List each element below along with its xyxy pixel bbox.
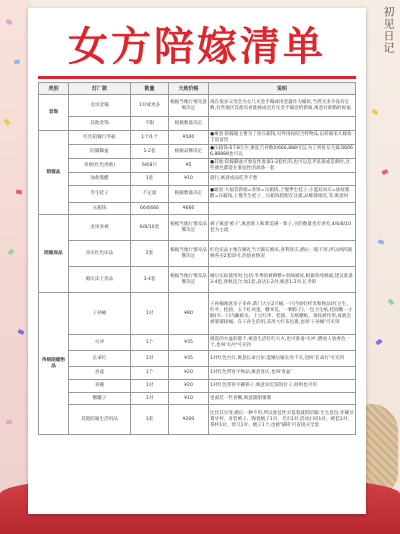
quantity-cell: 1个/1个: [131, 131, 169, 145]
table-row: [39, 159, 356, 173]
price-cell: ¥5: [169, 159, 209, 173]
item-cell: 婚庆床上用品: [69, 267, 131, 293]
quantity-cell: 1套: [131, 173, 169, 186]
category-cell: 陪嫁床品: [39, 215, 69, 293]
quantity-cell: 3-4套: [131, 267, 169, 293]
item-cell: 长命灯: [69, 351, 131, 367]
column-header: 灯厂款: [69, 83, 131, 95]
price-cell: ¥80: [169, 293, 209, 335]
description-cell: 里面装一些喜糖,寓意甜甜蜜蜜: [209, 393, 356, 405]
price-cell: ¥200: [169, 405, 209, 435]
table-body: [39, 95, 356, 435]
table-header-row: [39, 83, 356, 95]
table-row: [39, 393, 356, 405]
quantity-cell: 1对: [131, 351, 169, 367]
table-row: [39, 293, 356, 335]
quantity-cell: 1套: [131, 405, 169, 435]
table-row: [39, 203, 356, 215]
price-cell: 根据品牌决定: [169, 145, 209, 159]
quantity-cell: 2套: [131, 241, 169, 267]
table-header: [39, 83, 356, 95]
column-header: 数量: [131, 83, 169, 95]
item-cell: 糖罐子: [69, 393, 131, 405]
item-cell: 子孙桶: [69, 293, 131, 335]
item-cell: 压箱钱: [69, 203, 131, 215]
item-cell: 喜盆: [69, 367, 131, 380]
description-cell: 婚后实际使用时,包括:冬季的被褥整+羽绒被床,根据各纯棉面,建议准备3-4套,春秋适合;加1套,表达1-2对,寓意1-2对,长寿的: [209, 267, 356, 293]
quantity-cell: 1-2套: [131, 145, 169, 159]
table-row: [39, 95, 356, 117]
description-cell: 被子寓意'被子',寓意新人和谐美满一辈子,买的数量也有讲究,4/6/8/10套为主流: [209, 215, 356, 241]
quantity-cell: 6/8/10套: [131, 215, 169, 241]
item-cell: 其他金饰: [69, 117, 131, 131]
page-title: 女方陪嫁清单: [68, 24, 326, 70]
price-cell: ¥500: [169, 131, 209, 145]
quantity-cell: 1个: [131, 367, 169, 380]
confetti-piece: [16, 190, 23, 195]
category-cell: 传统陪嫁物品: [39, 293, 69, 435]
price-cell: ¥20: [169, 380, 209, 393]
quantity-cell: 1对: [131, 293, 169, 335]
price-cell: ¥35: [169, 351, 209, 367]
title-underline: [38, 76, 356, 79]
table-row: [39, 145, 356, 159]
table-row: [39, 267, 356, 293]
description-cell: ●其他:陪嫁脚盆可象征性准备1-2套红的,也可以是齐基备或是新时,这些颜色都能在象征性的准备一套: [209, 159, 356, 173]
price-cell: ¥35: [169, 335, 209, 351]
background-left-panel: [0, 0, 30, 534]
price-cell: ¥20: [169, 367, 209, 380]
category-cell: 首饰: [39, 95, 69, 131]
table-row: [39, 367, 356, 380]
table-row: [39, 241, 356, 267]
price-cell: ¥10: [169, 393, 209, 405]
item-cell: 其他陪嫁生活用品: [69, 405, 131, 435]
quantity-cell: 1对: [131, 393, 169, 405]
description-cell: 1对红色带喜字碗筷子,寓意先吃饭饭位子,原则也可用: [209, 380, 356, 393]
description-cell: 子孙桶寓意多子多孙,新门大小2只桶,一只内放好样米和物品(红豆生、红枣、桂圆、五个红鸡蛋、糖米花、一颗粽子),一包卫生纸,桂圆糖一小捆)另一只内藏被水、土豆红枣、桂圆、友纸糖纸、条纹被作用,再就会被婆婆接桶、在子孙生的用,其用大红布包裹,也叫'子孙桶'可买到: [209, 293, 356, 335]
description-cell: 1对红色带喜字物品,寓意喜庆,也叫'喜盆': [209, 367, 356, 380]
checklist-sheet: [28, 8, 366, 514]
quantity-cell: 1对或更多: [131, 95, 169, 117]
description-cell: 现在很多父母会为女儿买金手镯或用金器作为嫁妆,当然买多少没有定数,有些地区其他有看准被成也有实金手镯送给新娘,寓意对新婚的祝福: [209, 95, 356, 117]
description-cell: 1对红色台灯,寓意长命百岁,能婚后嫁长亮不灭,也叫'长命灯'可买到: [209, 351, 356, 367]
price-cell: 根据当地行情及品牌决定: [169, 267, 209, 293]
table-row: [39, 380, 356, 393]
price-cell: 根据当地行情及品牌决定: [169, 241, 209, 267]
table-row: [39, 186, 356, 203]
description-cell: 挑选的火盆的那个,寓意生活红红火火,也可准备'火冲',燃放人放香色一个,也叫'火冲'可买到: [209, 335, 356, 351]
item-cell: 红色陪嫁行李箱: [69, 131, 131, 145]
quantity-cell: 1对: [131, 380, 169, 393]
price-cell: ¥10: [169, 173, 209, 186]
description-cell: ●通说:大福袋新娘=喜饼=压箱钱,上慢季生桂子,小篮双喜庆=油盐酱醋=压箱钱,上慢冬生桂子、压箱钱搭配在这就,品蜂都相近,等,寓意时: [209, 186, 356, 203]
quantity-cell: 1个: [131, 335, 169, 351]
quantity-cell: 66或666: [131, 203, 169, 215]
description-cell: 就行,寓意成品吃齐不愁: [209, 173, 356, 186]
item-cell: 油盐酱醋: [69, 173, 131, 186]
table-row: [39, 215, 356, 241]
category-cell: 陪嫁品: [39, 131, 69, 215]
price-cell: 根据数量决定: [169, 186, 209, 203]
price-cell: 根据数量决定: [169, 117, 209, 131]
price-cell: 根据当地行情及意购决定: [169, 95, 209, 117]
column-header: 类别: [39, 83, 69, 95]
item-cell: 喜被(红色用被): [69, 159, 131, 173]
table-row: [39, 173, 356, 186]
calligraphy-signature: 初见日记: [382, 6, 395, 54]
item-cell: 冬生桂子: [69, 186, 131, 203]
table-row: [39, 351, 356, 367]
item-cell: 喜碗: [69, 380, 131, 393]
item-cell: 陪嫁脚盆: [69, 145, 131, 159]
description-cell: [209, 117, 356, 131]
column-header: 大致价格: [169, 83, 209, 95]
table-row: [39, 405, 356, 435]
description-cell: [209, 203, 356, 215]
table-row: [39, 335, 356, 351]
price-cell: ¥666: [169, 203, 209, 215]
item-cell: 喜庆红色床品: [69, 241, 131, 267]
quantity-cell: 不限: [131, 117, 169, 131]
description-cell: ●寓意:陪嫁箱主要为了放压箱钱,另外再按结合样物品,以祈福来大嫁妆丰富富贵: [209, 131, 356, 145]
quantity-cell: 6或8只: [131, 159, 169, 173]
description-cell: 红色床品主要在婚礼当天铺在婚床,喜利喜庆,婚后一般不用,所以两四就够各买2套即可,价值看情况: [209, 241, 356, 267]
item-cell: 龙凤喜被: [69, 215, 131, 241]
item-cell: 火冲: [69, 335, 131, 351]
item-cell: 龙凤金镯: [69, 95, 131, 117]
price-cell: 根据当地行情及品牌决定: [169, 215, 209, 241]
description-cell: ●压箱钱:6千8万少,象征吉祥数如666,888可以,为了祈祉女儿嫁,66666,88888也可以: [209, 145, 356, 159]
table-row: [39, 117, 356, 131]
description-cell: 比比其尔变,婚后一种不用,所以象征性买基着就的陪嫁:生生套包:牙刷牙膏牙杯、喜装被子、陶瓷梳子1对、毛巾1对,活动扫帚1对、被套1对、茶杯1对、剪刀1对、梳子1个,也被'铺筷'可直接买全套: [209, 405, 356, 435]
checklist-table: [38, 82, 356, 435]
table-row: [39, 131, 356, 145]
column-header: 说明: [209, 83, 356, 95]
quantity-cell: 不定量: [131, 186, 169, 203]
